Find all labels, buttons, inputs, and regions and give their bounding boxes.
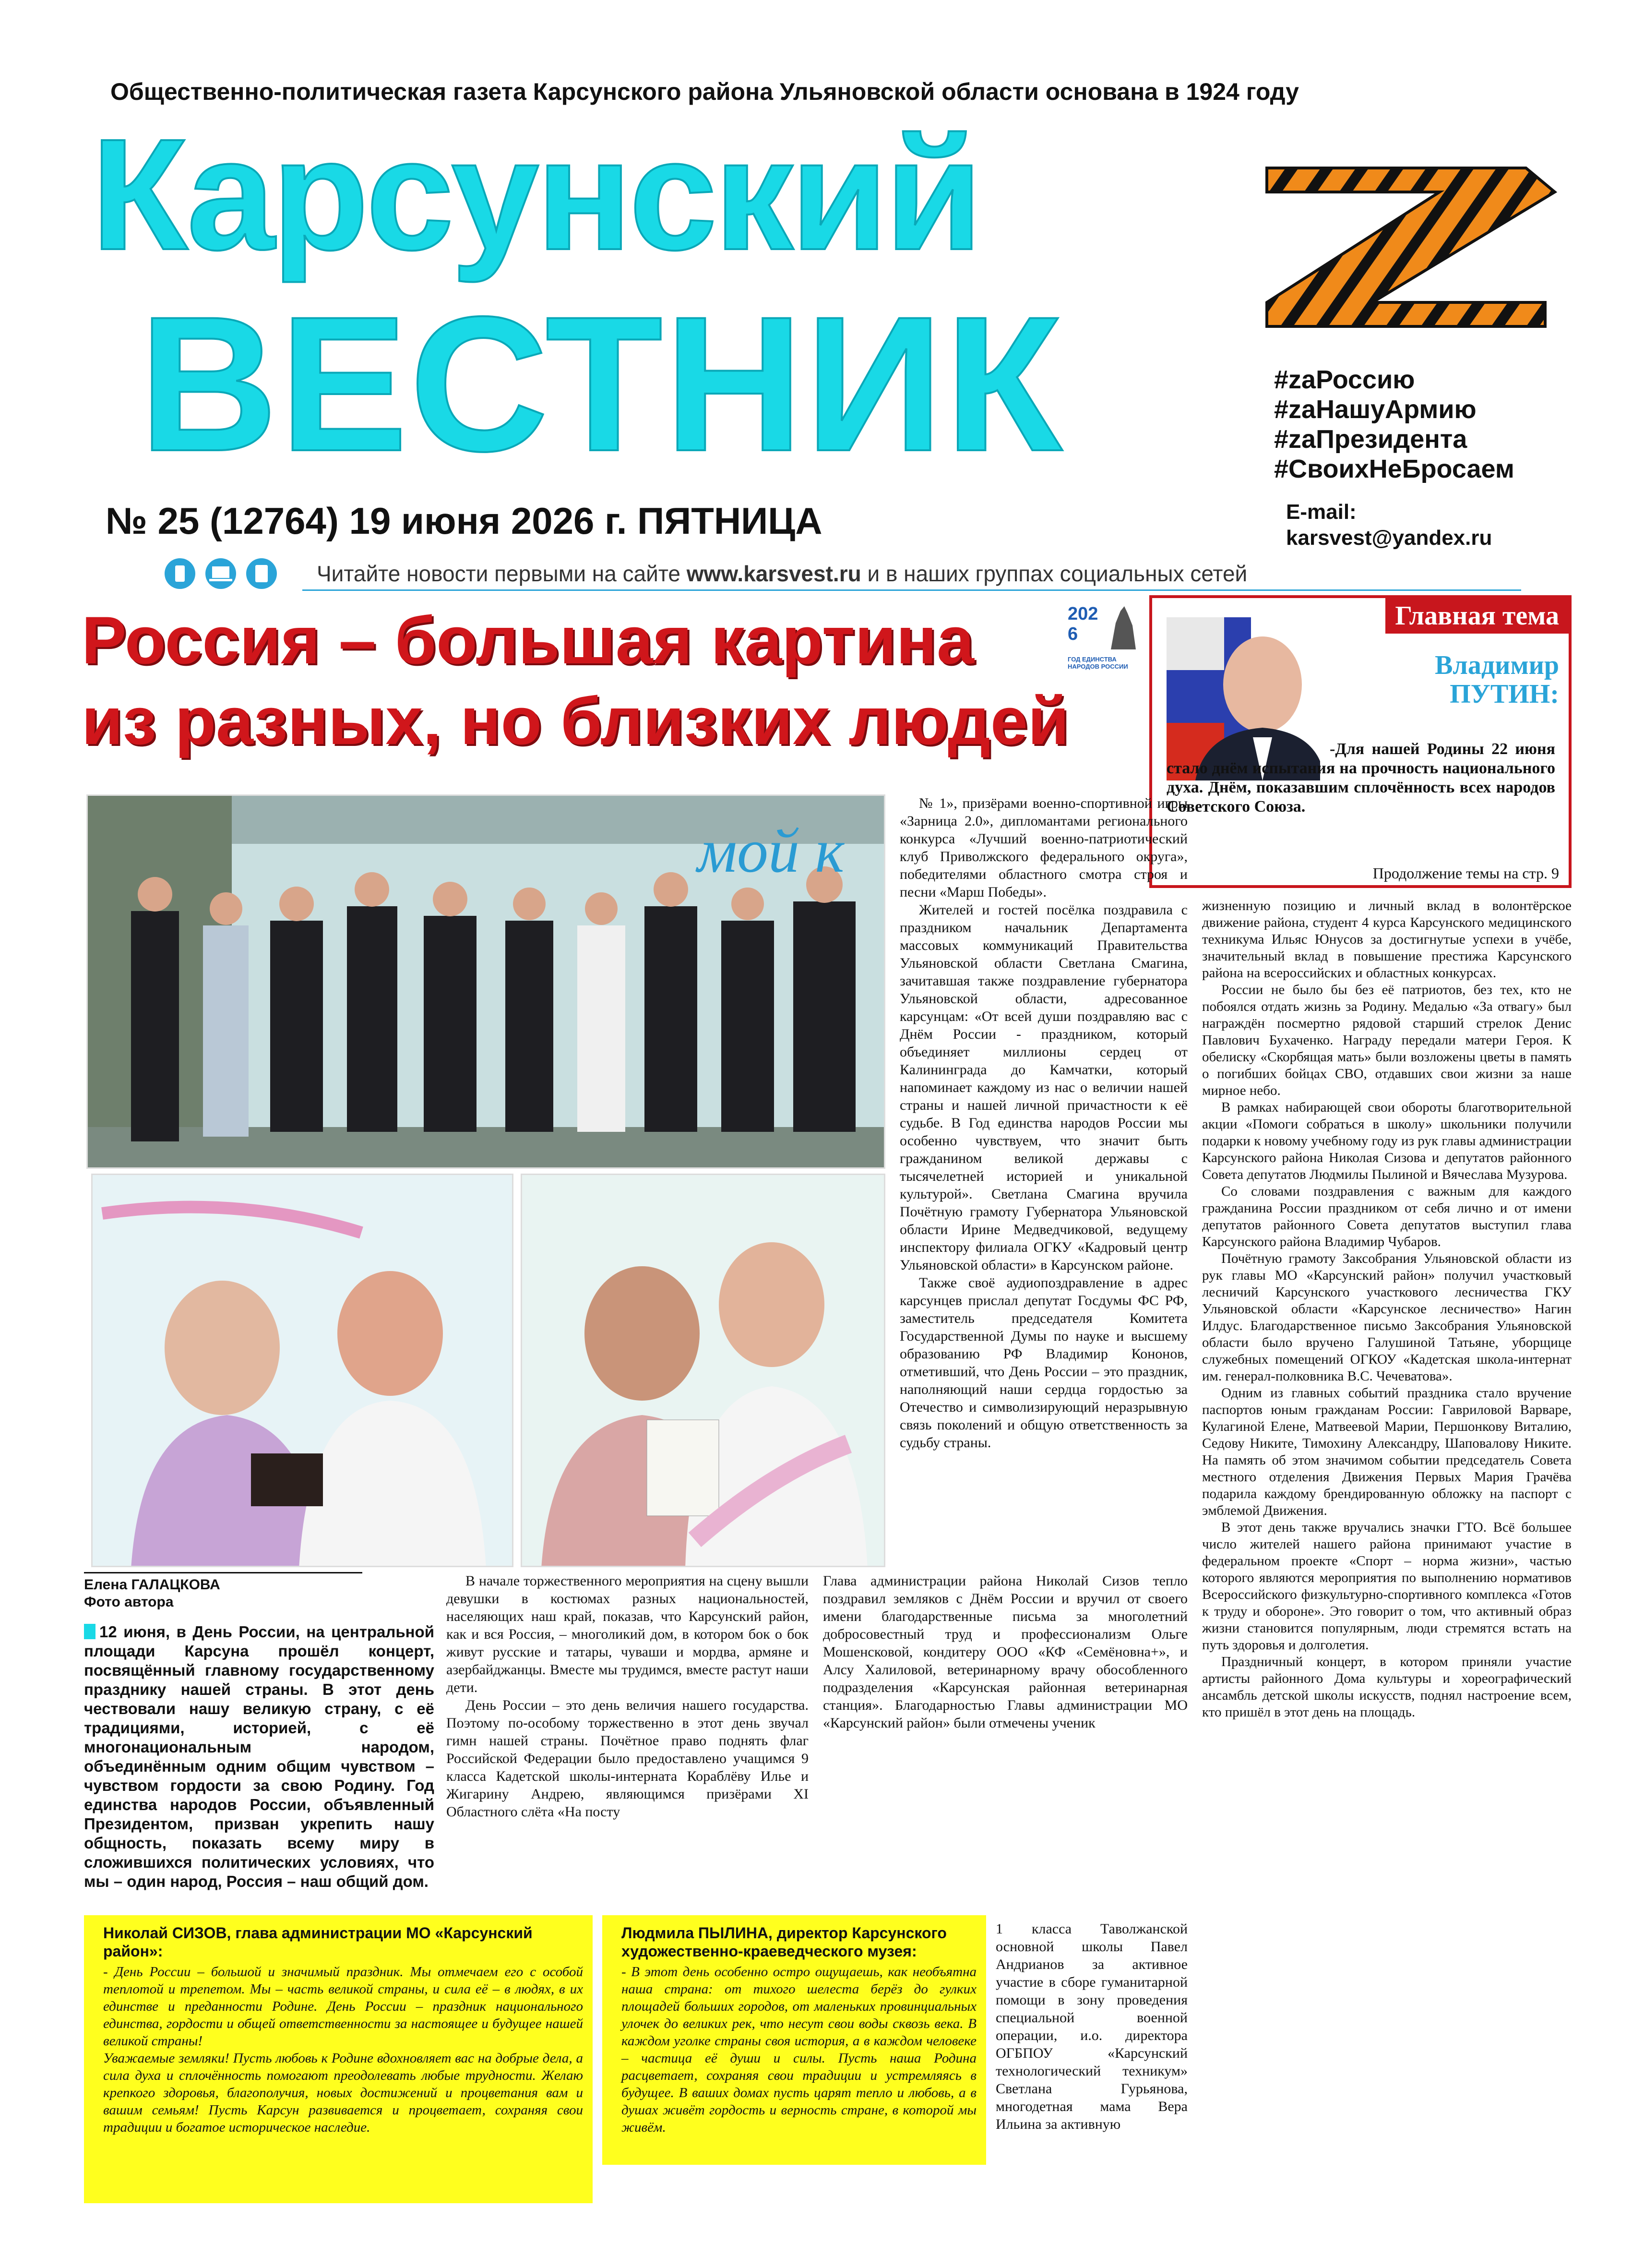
article-column-4 — [1202, 898, 1572, 1721]
headline-line1: Россия – большая картина — [82, 602, 974, 678]
newspaper-title-line2: ВЕСТНИК — [139, 276, 1064, 491]
continued-note[interactable]: Продолжение темы на стр. 9 — [1372, 864, 1559, 882]
article-paragraph: Праздничный концерт, в котором приняли участие артисты районного Дома культуры и хореографический ансамбль детской школы искусств, поднял настроение всем, кто пришёл в этот день на площадь. — [1202, 1654, 1572, 1720]
article-paragraph: России не было бы без её патриотов, без тех, кто не побоялся отдать жизнь за Родину. Медалью «За отвагу» был награждён посмертно рядовой старший стрелок Денис Павлович Бухаченко. Награду передали матери Героя. К обелиску «Скорбящая мать» были возложены цветы в память о погибших бойцах СВО, отдавших свои жизни за наше мирное небо. — [1202, 982, 1572, 1098]
header-rule — [302, 589, 1521, 591]
site-prefix: Читайте новости первыми на сайте — [317, 561, 687, 586]
lead-text: 12 июня, в День России, на центральной площади Карсуна прошёл концерт, посвящённый главному государственному празднику нашей страны. В этот день чествовали нашу великую страну, с её традициями, историей, с её многонациональным народом, объединённым одним общим чувством – чувством гордости за свою Родину. Год единства народов России, объявленный Президентом, призван укрепить нашу общность, показать всему миру в сложившихся политических условиях, что мы – один народ, Россия – наш общий дом. — [84, 1623, 434, 1890]
hashtag-1: #zаРоссию — [1274, 365, 1415, 394]
hashtags — [1274, 365, 1514, 484]
quote-pylina-text: - В этот день особенно остро ощущаешь, как необъятна наша страна: от тихого шелеста берёз до гулких площадей больших городов, от маленьких провинциальных улочек до великих рек, что несут свои воды сквозь века. В каждом уголке страны своя история, а в каждом человеке – частица её души и силы. Пусть наша Родина расцветает, сохраняя свои традиции и устремляясь в будущее. В ваших домах пусть царят тепло и любовь, а в душах живёт гордость и верность стране, в которой мы живём. — [621, 1964, 977, 2135]
article-paragraph: Одним из главных событий праздника стало вручение паспортов юным гражданам России: Гавриловой Варваре, Кулагиной Елене, Матвеевой Марии, Першонкову Виталию, Седову Никите, Тимохину Александру, Шаповалову Никите. На память об этом значимом событии председатель Совета местного отделения Движения Первых Мария Грачёва подарила каждому брендированную обложку на паспорт с эмблемой Движения. — [1202, 1385, 1572, 1518]
hashtag-3: #zаПрезидента — [1274, 425, 1467, 454]
article-paragraph: В этот день также вручались значки ГТО. Всё большее число жителей нашего района принимают участие в федеральном проекте «Спорт – норма жизни», частью которого являются мероприятия по выполнению нормативов Всероссийского физкультурно-спортивного комплекса «Готов к труду и обороне». Это говорит о том, что активный образ жизни становится популярным, люди стремятся встать на путь здоровья и долголетия. — [1202, 1520, 1572, 1653]
lead-marker — [84, 1624, 95, 1639]
year-badge-caption: ГОД ЕДИНСТВА НАРОДОВ РОССИИ — [1068, 656, 1128, 670]
tagline: Общественно-политическая газета Карсунского района Ульяновской области основана в 1924 году — [110, 78, 1299, 105]
photo-group-cadets — [86, 794, 885, 1169]
device-icons — [163, 557, 278, 590]
main-theme-label: Главная тема — [1385, 598, 1569, 634]
email-address[interactable]: karsvest@yandex.ru — [1286, 526, 1492, 550]
putin-name-line1: Владимир — [1435, 650, 1559, 680]
quote-pylina-head: Людмила ПЫЛИНА, директор Карсунского художественно-краеведческого музея: — [621, 1924, 947, 1960]
putin-name-line2: ПУТИН: — [1450, 679, 1559, 709]
photo-women-award — [521, 1174, 885, 1567]
hashtag-4: #СвоихНеБросаем — [1274, 455, 1514, 483]
byline-photo-credit: Фото автора — [84, 1594, 174, 1610]
article-paragraph: Глава администрации района Николай Сизов тепло поздравил земляков с Днём России и вручил от своего имени благодарственные письма за многолетний добросовестный труд и профессионализм Ольге Мошенсковой, кондитеру ООО «КФ «Семёновна+», и Алсу Халиловой, ветеринарному врачу обособленного подразделения «Карсунская районная ветеринарная станция». Благодарностью Главы администрации МО «Карсунский район» были отмечены ученик — [823, 1573, 1188, 1731]
article-paragraph: В рамках набирающей свои обороты благотворительной акции «Помоги собраться в школу» школьники получили подарки к новому учебному году из рук главы администрации Карсунского района Николая Сизова и депутатов районного Совета депутатов Людмилы Пылиной и Вячеслава Музурова. — [1202, 1100, 1572, 1182]
z-ribbon-icon — [1257, 158, 1564, 336]
lead-paragraph — [84, 1622, 434, 1891]
headline — [82, 600, 1137, 761]
article-paragraph: Почётную грамоту Заксобрания Ульяновской области из рук главы МО «Карсунский район» получил участковый лесничий Карсунского участкового лесничества ГКУ Ульяновской области «Карсунское лесничество» Нагин Илдус. Благодарственное письмо Заксобрания Ульяновской области было вручено Галушиной Татьяне, уборщице служебных помещений ОГКОУ «Кадетская школа-интернат им. генерал-полковника В.С. Чечеватова». — [1202, 1251, 1572, 1384]
quote-box-sizov — [84, 1915, 593, 2203]
article-paragraph: Также своё аудиопоздравление в адрес карсунцев прислал депутат Госдумы ФС РФ, заместитель председателя Комитета Государственной Думы по науке и высшему образованию РФ Владимир Кононов, отметивший, что День России – это праздник, наполняющий наши сердца гордостью за Отечество и символизирующий неразрывную связь поколений и общую ответственность за судьбу страны. — [900, 1275, 1188, 1451]
article-paragraph: Со словами поздравления с важным для каждого гражданина России праздником от себя лично и от имени депутатов районного Совета депутатов выступил глава Карсунского района Владимир Чубаров. — [1202, 1184, 1572, 1249]
article-paragraph: жизненную позицию и личный вклад в волонтёрское движение района, студент 4 курса Карсунского медицинского техникума Ильяс Юнусов за достигнутые успехи в учёбе, значительный вклад в повышение престижа Карсунского района на всероссийских и областных конкурсах. — [1202, 898, 1572, 981]
photo-banner-text: мой к — [697, 816, 845, 886]
article-paragraph: День России – это день величия нашего государства. Поэтому по-особому торжественно в этот день звучал гимн нашей страны. Почётное право поднять флаг Российской Федерации было предоставлено учащимся 9 класса Кадетской школы-интерната Кораблёву Илье и Жигарину Андрею, являющимся призёрами XI Областного слёта «На посту — [446, 1697, 809, 1820]
hashtag-2: #zаНашуАрмию — [1274, 395, 1477, 424]
quote-sizov-head: Николай СИЗОВ, глава администрации МО «Карсунский район»: — [103, 1924, 533, 1960]
year-badge-monument-icon — [1106, 604, 1140, 652]
site-suffix: и в наших группах социальных сетей — [861, 561, 1248, 586]
computer-icon — [205, 558, 236, 589]
site-line — [317, 561, 1247, 587]
putin-name — [1435, 651, 1559, 708]
article-column-3-mid — [823, 1572, 1188, 1732]
issue-line: № 25 (12764) 19 июня 2026 г. ПЯТНИЦА — [106, 500, 822, 542]
article-paragraph: В начале торжественного мероприятия на сцену вышли девушки в костюмах разных национальностей, населяющих наш край, показав, что Карсунский район, как и вся Россия, – многоликий дом, в котором бок о бок живут русские и татары, чуваши и мордва, армяне и азербайджанцы. Вместе мы трудимся, вместе растут наши дети. — [446, 1573, 809, 1695]
phone-icon — [165, 558, 195, 589]
quote-box-pylina — [602, 1915, 986, 2165]
article-column-3-bottom — [996, 1920, 1188, 2133]
tablet-icon — [246, 558, 277, 589]
byline — [84, 1572, 362, 1611]
article-column-2 — [446, 1572, 809, 1821]
email-block[interactable] — [1286, 499, 1492, 551]
photo-couple-award — [91, 1174, 513, 1567]
quote-sizov-text: - День России – большой и значимый праздник. Мы отмечаем его с особой теплотой и трепетом. Мы – часть великой страны, и сила её – в людях, в их единстве и преданности Родине. День России – праздник национального единства, гордости и общей ответственности за настоящее и будущее нашей великой страны! Уважаемые земляки! Пусть любовь к Родине вдохновляет вас на добрые дела, а сила духа и сплочённость помогают преодолевать любые трудности. Желаю крепкого здоровья, благополучия, новых достижений и процветания вам и вашим семьям! Пусть Карсун развивается и процветает, сохраняя свои традиции и богатое историческое наследие. — [103, 1964, 583, 2135]
site-link[interactable]: www.karsvest.ru — [686, 561, 861, 586]
article-paragraph: № 1», призёрами военно-спортивной игры «Зарница 2.0», дипломантами регионального конкурса «Лучший военно-патриотический клуб Приволжского федерального округа», победителями областного смотра строя и песни «Марш Победы». — [900, 795, 1188, 900]
headline-line2: из разных, но близких людей — [82, 683, 1069, 758]
year-badge-number: 2026 — [1068, 604, 1098, 644]
putin-quote: -Для нашей Родины 22 июня стало днём испытания на прочность национального духа. Днём, показавшим сплочённость всех народов Советского Союза. — [1167, 740, 1555, 816]
byline-author: Елена ГАЛАЦКОВА — [84, 1577, 220, 1593]
newspaper-title-line1: Карсунский — [91, 106, 980, 283]
article-paragraph: 1 класса Таволжанской основной школы Павел Андрианов за активное участие в сборе гуманитарной помощи в зону проведения специальной военной операции, и.о. директора ОГБПОУ «Карсунский технологический техникум» Светлана Гурьянова, многодетная мама Вера Ильина за активную — [996, 1921, 1188, 2132]
main-theme-box — [1149, 595, 1572, 888]
year-unity-badge — [1068, 604, 1140, 681]
article-paragraph: Жителей и гостей посёлка поздравила с праздником начальник Департамента массовых коммуникаций Правительства Ульяновской области Светлана Смагина, зачитавшая также поздравление губернатора Ульяновской области, адресованное карсунцам: «От всей души поздравляю вас с Днём России - праздником, который объединяет миллионы сердец от Калининграда до Камчатки, который напоминает каждому из нас о величии нашей страны и нашей личной причастности к её судьбе. В Год единства народов России мы особенно чувствуем, что значит быть гражданином великой державы с тысячелетней историей и уникальной культурой». Светлана Смагина вручила Почётную грамоту Губернатора Ульяновской области Ирине Медведчиковой, ведущему инспектору филиала ОГКУ «Кадровый центр Ульяновской области» в Карсунском районе. — [900, 902, 1188, 1273]
article-column-3-top — [900, 794, 1188, 1452]
email-label: E-mail: — [1286, 500, 1357, 524]
